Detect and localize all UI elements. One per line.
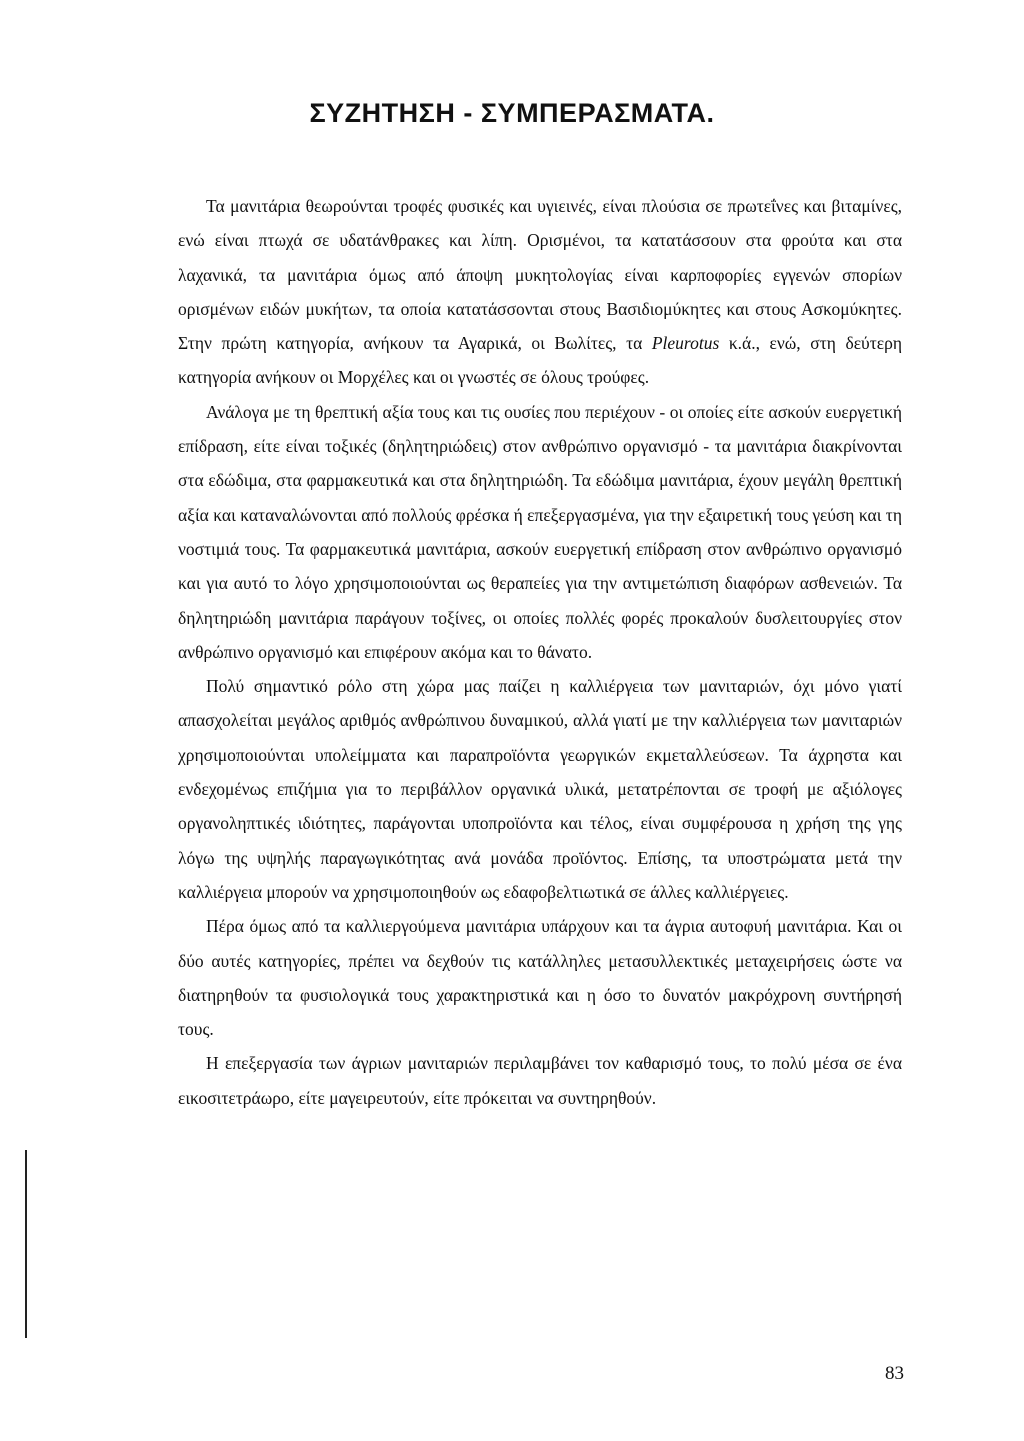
paragraph-4: Πέρα όμως από τα καλλιεργούμενα μανιτάρια υπάρχουν και τα άγρια αυτοφυή μανιτάρια. Και οι δύο αυτές κατηγορίες, πρέπει να δεχθούν τις κατάλληλες μετασυλλεκτικές μεταχειρήσεις ώστε να διατηρηθούν τα φυσιολογικά τους χαρακτηριστικά και η όσο το δυνατόν μακρόχρονη συντήρησή τους.: [178, 916, 902, 1040]
paragraph-5: Η επεξεργασία των άγριων μανιταριών περιλαμβάνει τον καθαρισμό τους, το πολύ μέσα σε ένα εικοσιτετράωρο, είτε μαγειρευτούν, είτε πρόκειται να συντηρηθούν.: [178, 1053, 902, 1108]
page-number: 83: [885, 1363, 904, 1384]
paragraph-1-part-2: κ.ά., ενώ, στη δεύτερη κατηγορία ανήκουν οι Μορχέλες και οι γνωστές σε όλους τρούφες.: [178, 333, 902, 388]
body-text: [178, 189, 902, 1115]
page-title: ΣΥΖΗΤΗΣΗ - ΣΥΜΠΕΡΑΣΜΑΤΑ.: [309, 98, 715, 128]
margin-rule: [25, 1150, 27, 1338]
genus-name: Pleurotus: [651, 333, 720, 354]
paragraph-1-part-1: Τα μανιτάρια θεωρούνται τροφές φυσικές και υγιεινές, είναι πλούσια σε πρωτεΐνες και βιταμίνες, ενώ είναι πτωχά σε υδατάνθρακες και λίπη. Ορισμένοι, τα κατατάσσουν στα φρούτα και στα λαχανικά, τα μανιτάρια όμως από άποψη μυκητολογίας είναι καρποφορίες εγγενών σπορίων ορισμένων ειδών μυκήτων, τα οποία κατατάσσονται στους Βασιδιομύκητες και στους Ασκομύκητες. Στην πρώτη κατηγορία, ανήκουν τα Αγαρικά, οι Βωλίτες, τα: [178, 196, 902, 354]
paragraph-3: Πολύ σημαντικό ρόλο στη χώρα μας παίζει η καλλιέργεια των μανιταριών, όχι μόνο γιατί απασχολείται μεγάλος αριθμός ανθρώπινου δυναμικού, αλλά γιατί με την καλλιέργεια των μανιταριών χρησιμοποιούνται υπολείμματα και παραπροϊόντα γεωργικών εκμεταλλεύσεων. Τα άχρηστα και ενδεχομένως επιζήμια για το περιβάλλον οργανικά υλικά, μετατρέπονται σε τροφή με αξιόλογες οργανοληπτικές ιδιότητες, παράγονται υποπροϊόντα και τέλος, είναι συμφέρουσα η χρήση της γης λόγω της υψηλής παραγωγικότητας ανά μονάδα προϊόντος. Επίσης, τα υποστρώματα μετά την καλλιέργεια μπορούν να χρησιμοποιηθούν ως εδαφοβελτιωτικά σε άλλες καλλιέργειες.: [178, 676, 902, 902]
paragraph-1: [178, 189, 902, 395]
paragraph-2: Ανάλογα με τη θρεπτική αξία τους και τις ουσίες που περιέχουν - οι οποίες είτε ασκούν ευεργετική επίδραση, είτε είναι τοξικές (δηλητηριώδεις) στον ανθρώπινο οργανισμό - τα μανιτάρια διακρίνονται στα εδώδιμα, στα φαρμακευτικά και στα δηλητηριώδη. Τα εδώδιμα μανιτάρια, έχουν μεγάλη θρεπτική αξία και καταναλώνονται από πολλούς φρέσκα ή επεξεργασμένα, για την εξαιρετική τους γεύση και τη νοστιμιά τους. Τα φαρμακευτικά μανιτάρια, ασκούν ευεργετική επίδραση στον ανθρώπινο οργανισμό και για αυτό το λόγο χρησιμοποιούνται ως θεραπείες για την αντιμετώπιση διαφόρων ασθενειών. Τα δηλητηριώδη μανιτάρια παράγουν τοξίνες, οι οποίες πολλές φορές προκαλούν δυσλειτουργίες στον ανθρώπινο οργανισμό και επιφέρουν ακόμα και το θάνατο.: [178, 401, 902, 662]
